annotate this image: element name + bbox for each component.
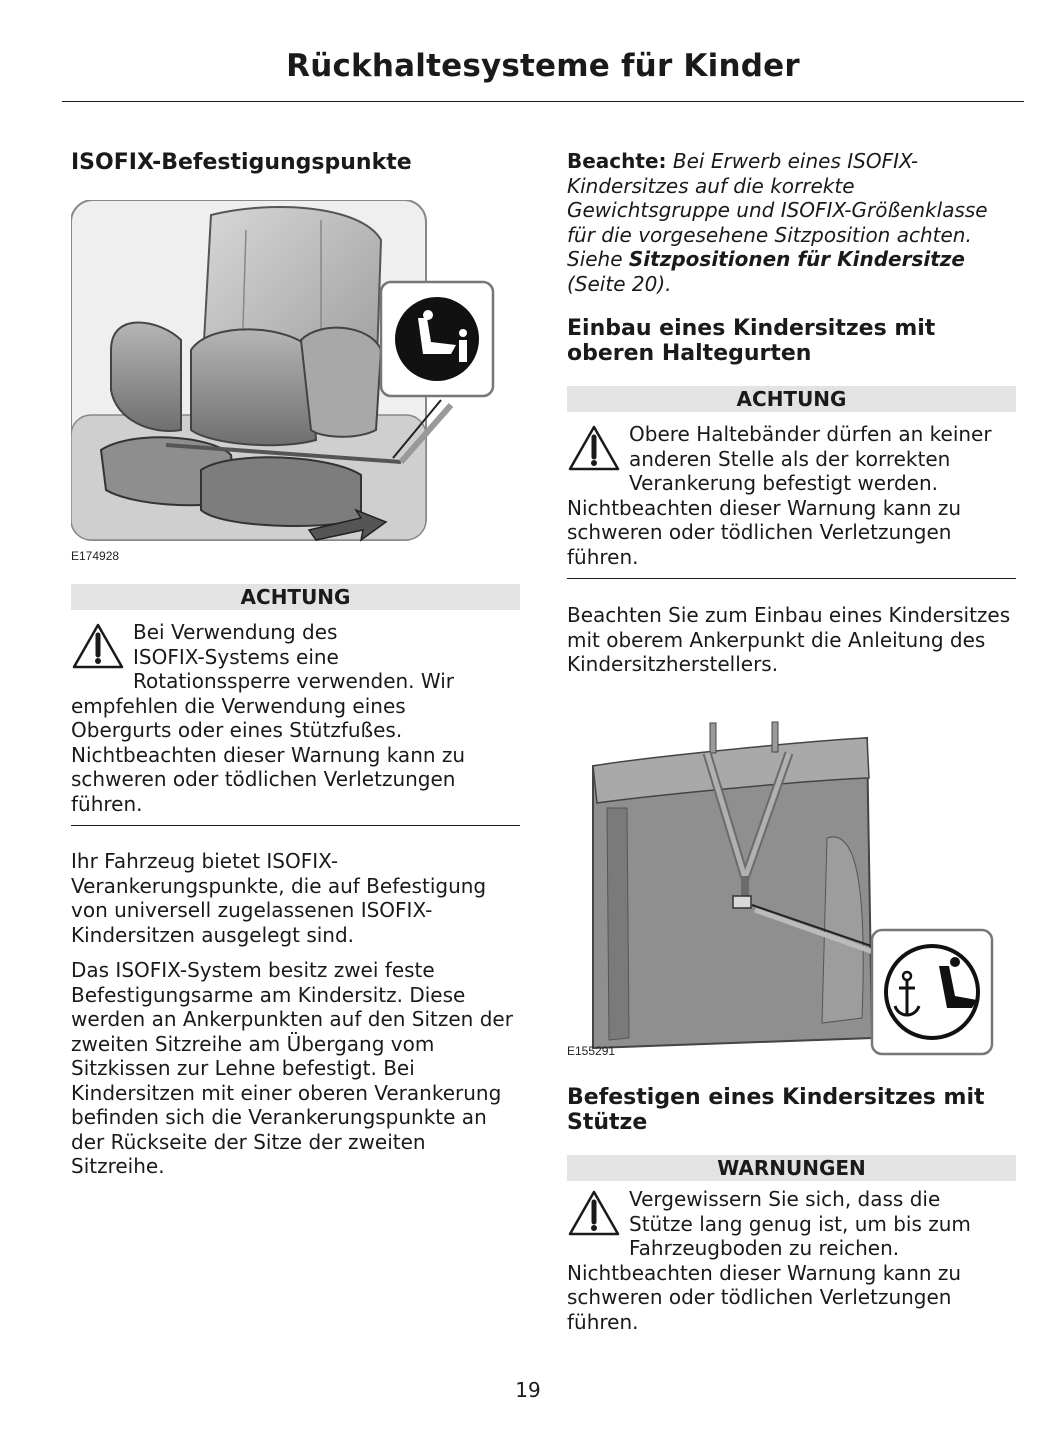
figure-label-e155291: E155291 bbox=[567, 1044, 616, 1058]
top-tether-drawing bbox=[567, 718, 997, 1060]
warning-line: ISOFIX-Systems eine bbox=[133, 644, 339, 669]
page-number: 19 bbox=[515, 1378, 541, 1402]
isofix-seat-drawing bbox=[71, 200, 497, 558]
isofix-seat-illustration bbox=[71, 200, 497, 558]
note-text: Bei Erwerb eines ISOFIX-Kindersitzes auf die korrekte Gewichtsgruppe und ISOFIX-Größenklasse für die vorgesehene Sitzposition achten. Siehe bbox=[567, 149, 988, 271]
warning-divider bbox=[567, 578, 1016, 579]
warning-text-rest: empfehlen die Verwendung eines Obergurts oder eines Stützfußes. Nichtbeachten dieser Warnung kann zu schweren oder tödlichen Verletzungen führen. bbox=[71, 693, 466, 816]
warning-triangle-icon bbox=[567, 1189, 623, 1241]
warning-title: WARNUNGEN bbox=[567, 1155, 1016, 1181]
warning-triangle-icon bbox=[567, 424, 623, 476]
note-label: Beachte: bbox=[567, 149, 667, 173]
paragraph-isofix-system: Das ISOFIX-System besitz zwei feste Befestigungsarme am Kindersitz. Diese werden an Ankerpunkten auf den Sitzen der zweiten Sitzreihe am Übergang vom Sitzkissen zur Lehne befestigt. Bei Kindersitzen mit einer oberen Verankerung befinden sich die Verankerungspunkte an der Rückseite der Sitze der zweiten Sitzreihe. bbox=[71, 958, 513, 1178]
warning-line: Verankerung befestigt werden. bbox=[629, 471, 939, 495]
title-divider bbox=[62, 101, 1024, 102]
warning-line: Stütze lang genug ist, um bis zum bbox=[629, 1211, 971, 1236]
warning-line: Vergewissern Sie sich, dass die bbox=[629, 1187, 941, 1211]
figure-label-e174928: E174928 bbox=[71, 549, 120, 563]
paragraph-top-anchor: Beachten Sie zum Einbau eines Kindersitzes mit oberem Ankerpunkt die Anleitung des Kindersitzherstellers. bbox=[567, 603, 1011, 676]
warning-text-rest: Nichtbeachten dieser Warnung kann zu schweren oder tödlichen Verletzungen führen. bbox=[567, 495, 962, 569]
note-paragraph bbox=[567, 149, 1019, 296]
warning-line: Fahrzeugboden zu reichen. bbox=[629, 1236, 900, 1260]
paragraph-isofix-points: Ihr Fahrzeug bietet ISOFIX-Verankerungspunkte, die auf Befestigung von universell zugelassenen ISOFIX-Kindersitzen ausgelegt sind. bbox=[71, 849, 487, 947]
warning-line: anderen Stelle als der korrekten bbox=[629, 446, 951, 471]
warning-text-rest: Nichtbeachten dieser Warnung kann zu schweren oder tödlichen Verletzungen führen. bbox=[567, 1260, 962, 1334]
warning-block-isofix bbox=[71, 584, 520, 826]
top-tether-illustration bbox=[567, 718, 997, 1060]
warning-triangle-icon bbox=[71, 622, 127, 674]
warning-title: ACHTUNG bbox=[567, 386, 1016, 412]
section-heading-isofix: ISOFIX-Befestigungspunkte bbox=[71, 150, 412, 175]
section-heading-top-tether: Einbau eines Kindersitzes mit oberen Haltegurten bbox=[567, 316, 936, 366]
warning-line: Rotationssperre verwenden. Wir bbox=[133, 669, 455, 693]
warning-block-support-leg bbox=[567, 1155, 1016, 1334]
warning-line: Obere Haltebänder dürfen an keiner bbox=[629, 422, 992, 446]
isofix-child-seat-icon bbox=[395, 297, 479, 381]
warning-block-top-tether bbox=[567, 386, 1016, 579]
warning-title: ACHTUNG bbox=[71, 584, 520, 610]
page-title: Rückhaltesysteme für Kinder bbox=[286, 48, 800, 84]
note-text-after: (Seite 20). bbox=[567, 271, 672, 296]
warning-divider bbox=[71, 825, 520, 826]
warning-line: Bei Verwendung des bbox=[133, 620, 338, 644]
cross-reference-link[interactable]: Sitzpositionen für Kindersitze bbox=[628, 247, 965, 271]
top-tether-anchor-icon bbox=[886, 946, 978, 1038]
section-heading-support-leg: Befestigen eines Kindersitzes mit Stütze bbox=[567, 1085, 985, 1135]
